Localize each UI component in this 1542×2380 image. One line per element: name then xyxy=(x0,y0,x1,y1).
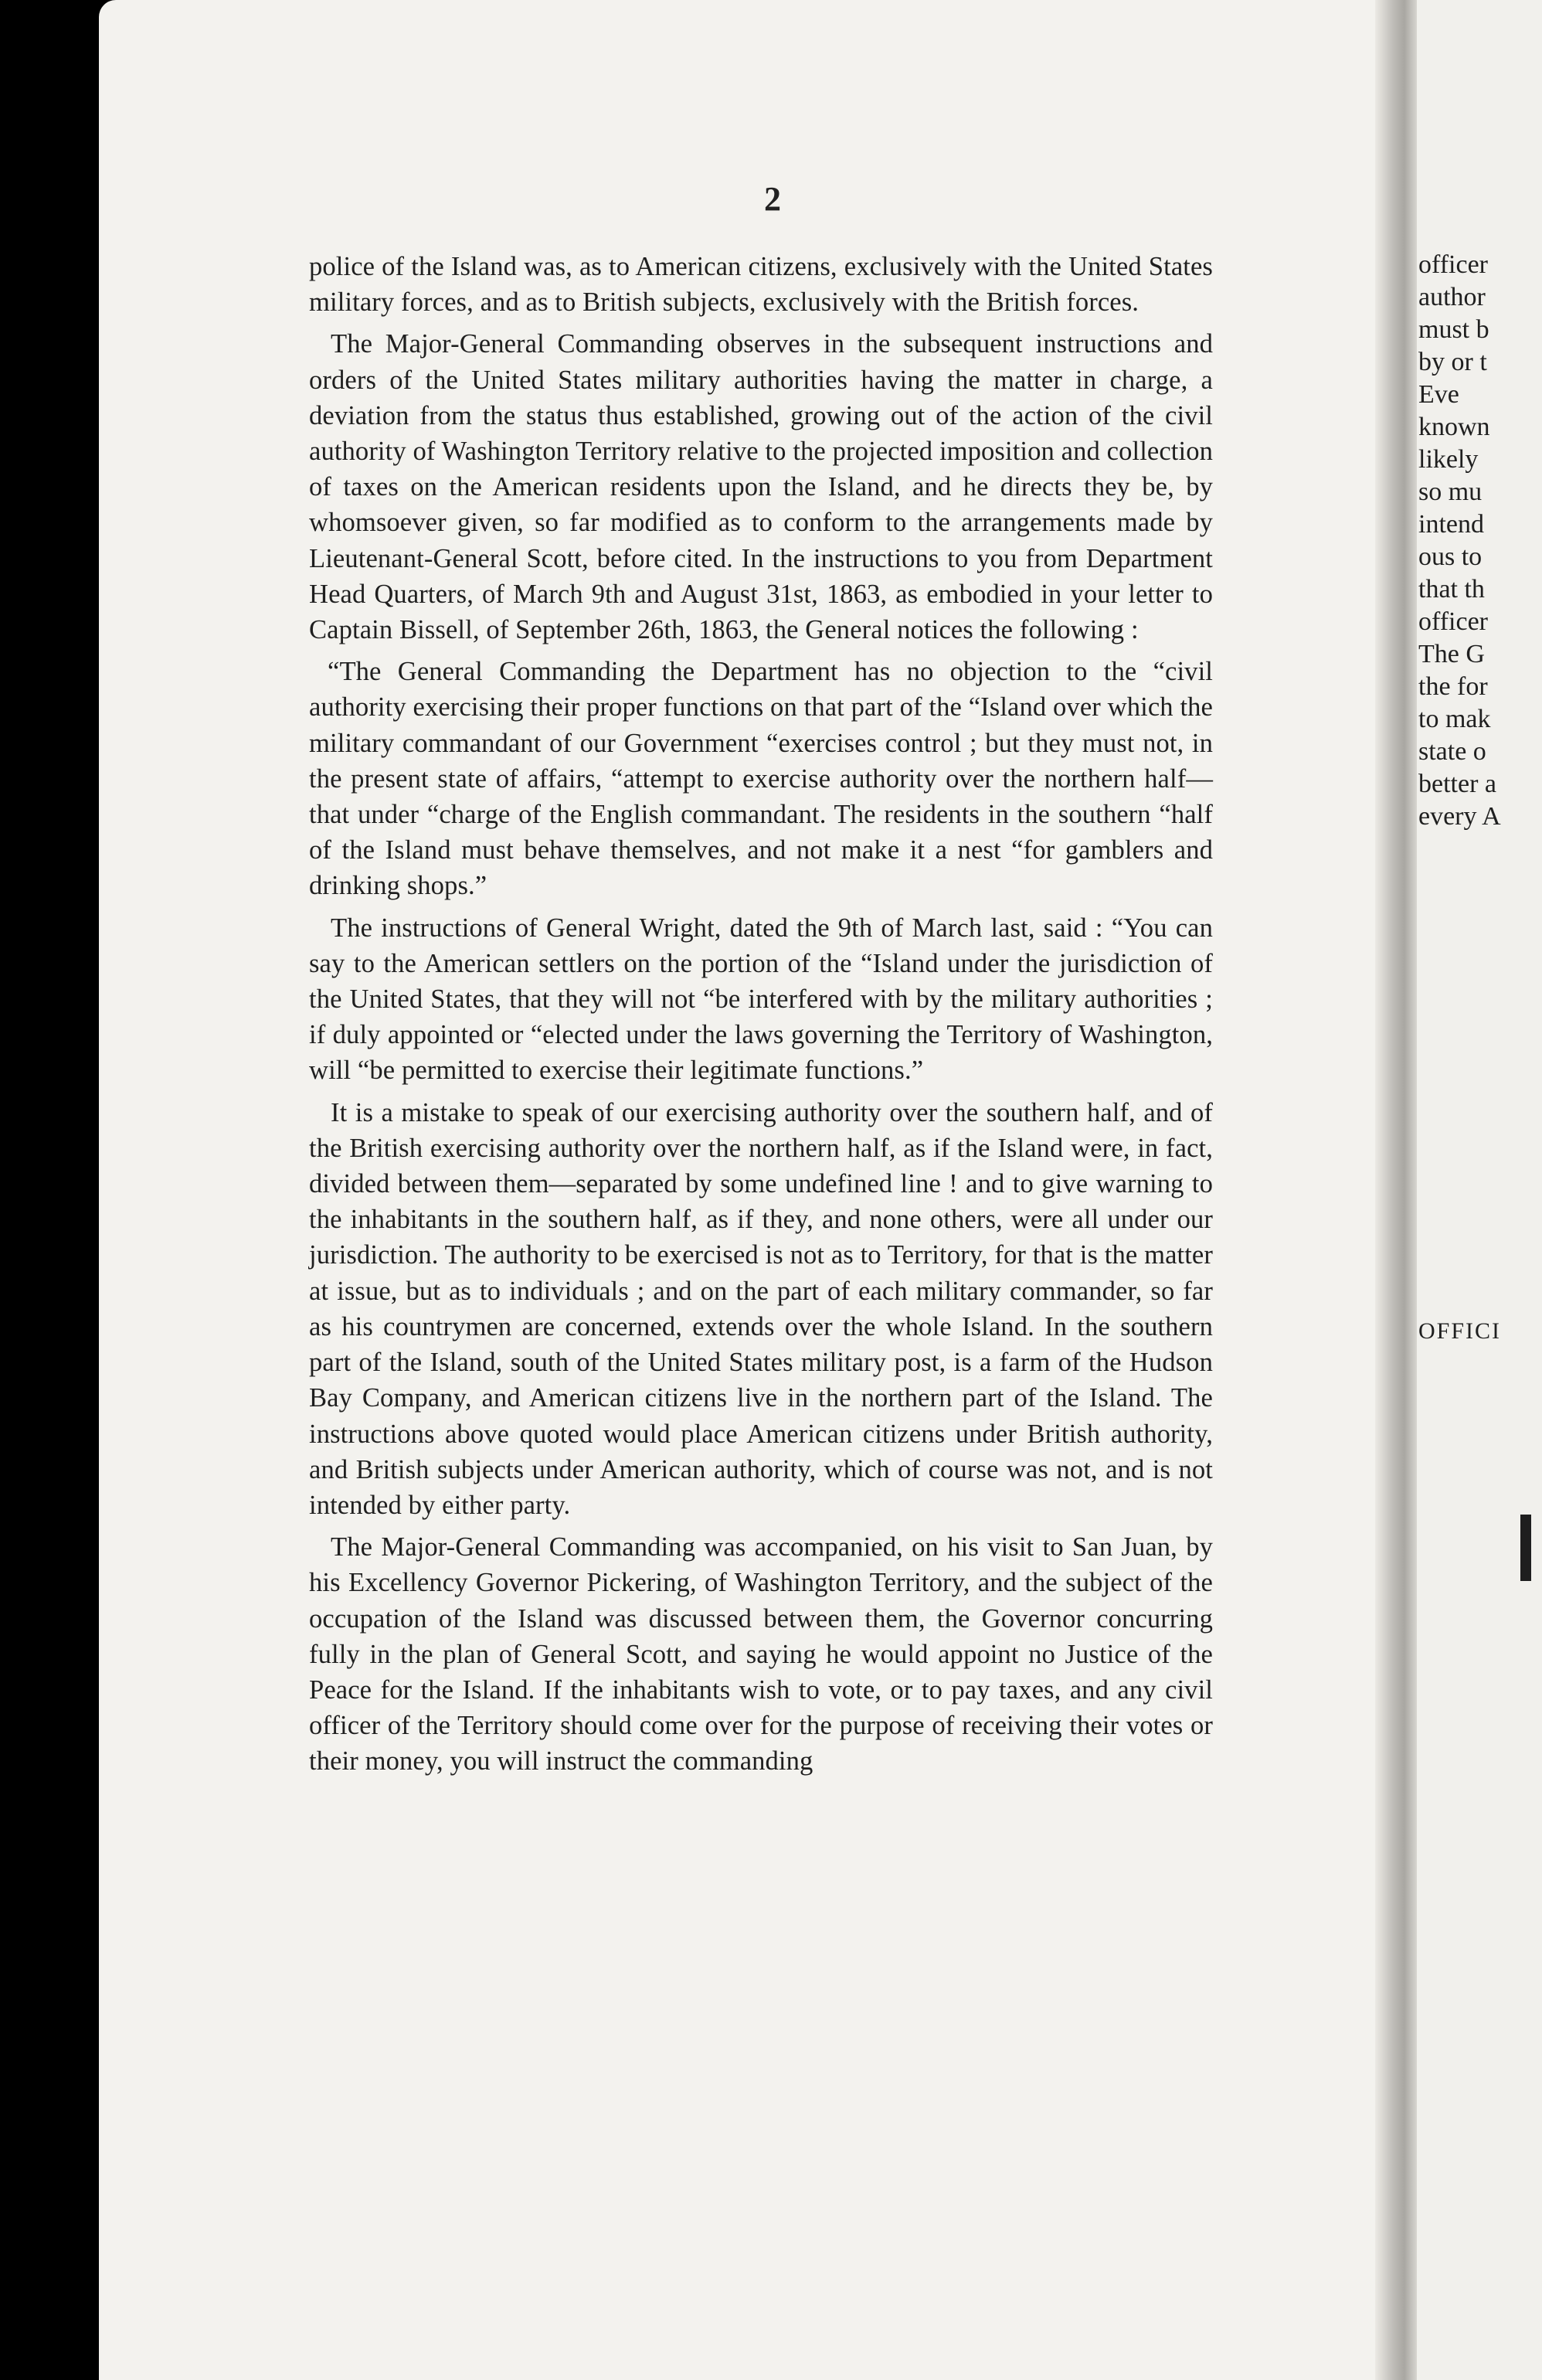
right-line: by or t xyxy=(1418,348,1487,376)
right-line: must b xyxy=(1418,315,1489,344)
right-page-heading: OFFICI xyxy=(1418,1318,1502,1344)
right-line: that th xyxy=(1418,575,1485,604)
paragraph-3-quote: “The General Commanding the Department has no objection to the “civil authority exercising their proper functions on that part of the “Island over which the military commandant of our Government “exercises control ; but they must not, in the present state of affairs, “attempt to exercise authority over the northern half—that under “charge of the English commandant. The residents in the southern “half of the Island must behave themselves, and not make it a nest “for gamblers and drinking shops.” xyxy=(309,657,1213,901)
book-gutter xyxy=(1375,0,1417,2380)
right-line: Eve xyxy=(1418,380,1459,409)
binding-mark xyxy=(1520,1515,1531,1581)
right-line: to mak xyxy=(1418,705,1491,733)
body-text xyxy=(309,249,1213,1780)
right-line: every A xyxy=(1418,802,1501,831)
page-number: 2 xyxy=(764,180,781,218)
right-line: ous to xyxy=(1418,542,1483,571)
right-page-text xyxy=(1418,249,1542,1344)
right-line: the for xyxy=(1418,672,1488,701)
right-line: better a xyxy=(1418,770,1496,798)
right-line: officer xyxy=(1418,250,1488,279)
right-line: intend xyxy=(1418,510,1484,539)
right-line: known xyxy=(1418,413,1490,441)
right-line: author xyxy=(1418,283,1486,311)
right-line: likely xyxy=(1418,445,1479,474)
paragraph-2: The Major-General Commanding observes in the subsequent instructions and orders of the United States military authorities having the matter in charge, a deviation from the status thus established, growing out of the action of the civil authority of Washington Territory relative to the projected imposition and collection of taxes on the American residents upon the Island, and he directs they be, by whomsoever given, so far modified as to conform to the arrangements made by Lieutenant-General Scott, before cited. In the instructions to you from Department Head Quarters, of March 9th and August 31st, 1863, as embodied in your letter to Captain Bissell, of September 26th, 1863, the General notices the following : xyxy=(309,329,1213,645)
right-line: officer xyxy=(1418,607,1488,636)
right-line: The G xyxy=(1418,640,1485,668)
paragraph-4: The instructions of General Wright, dated the 9th of March last, said : “You can say to the American settlers on the portion of the “Island under the jurisdiction of the United States, that they will not “be interfered with by the military authorities ; if duly appointed or “elected under the laws governing the Territory of Washington, will “be permitted to exercise their legitimate functions.” xyxy=(309,913,1213,1086)
paragraph-1: police of the Island was, as to American citizens, exclusively with the United States military forces, and as to British subjects, exclusively with the British forces. xyxy=(309,252,1213,318)
right-line: so mu xyxy=(1418,478,1483,506)
paragraph-5: It is a mistake to speak of our exercising authority over the southern half, and of the British exercising authority over the northern half, as if the Island were, in fact, divided between them—separated by some undefined line ! and to give warning to the inhabitants in the southern half, as if they, and none others, were all under our jurisdiction. The authority to be exercised is not as to Territory, for that is the matter at issue, but as to individuals ; and on the part of each military commander, so far as his countrymen are concerned, extends over the whole Island. In the southern part of the Island, south of the United States military post, is a farm of the Hudson Bay Company, and American citizens live in the northern part of the Island. The instructions above quoted would place American citizens under British authority, and British subjects under American authority, which of course was not, and is not intended by either party. xyxy=(309,1097,1213,1520)
paragraph-6: The Major-General Commanding was accompanied, on his visit to San Juan, by his Excellency Governor Pickering, of Washington Territory, and the subject of the occupation of the Island was discussed between them, the Governor concurring fully in the plan of General Scott, and saying he would appoint no Justice of the Peace for the Island. If the inhabitants wish to vote, or to pay taxes, and any civil officer of the Territory should come over for the purpose of receiving their votes or their money, you will instruct the commanding xyxy=(309,1532,1213,1776)
right-line: state o xyxy=(1418,737,1486,766)
